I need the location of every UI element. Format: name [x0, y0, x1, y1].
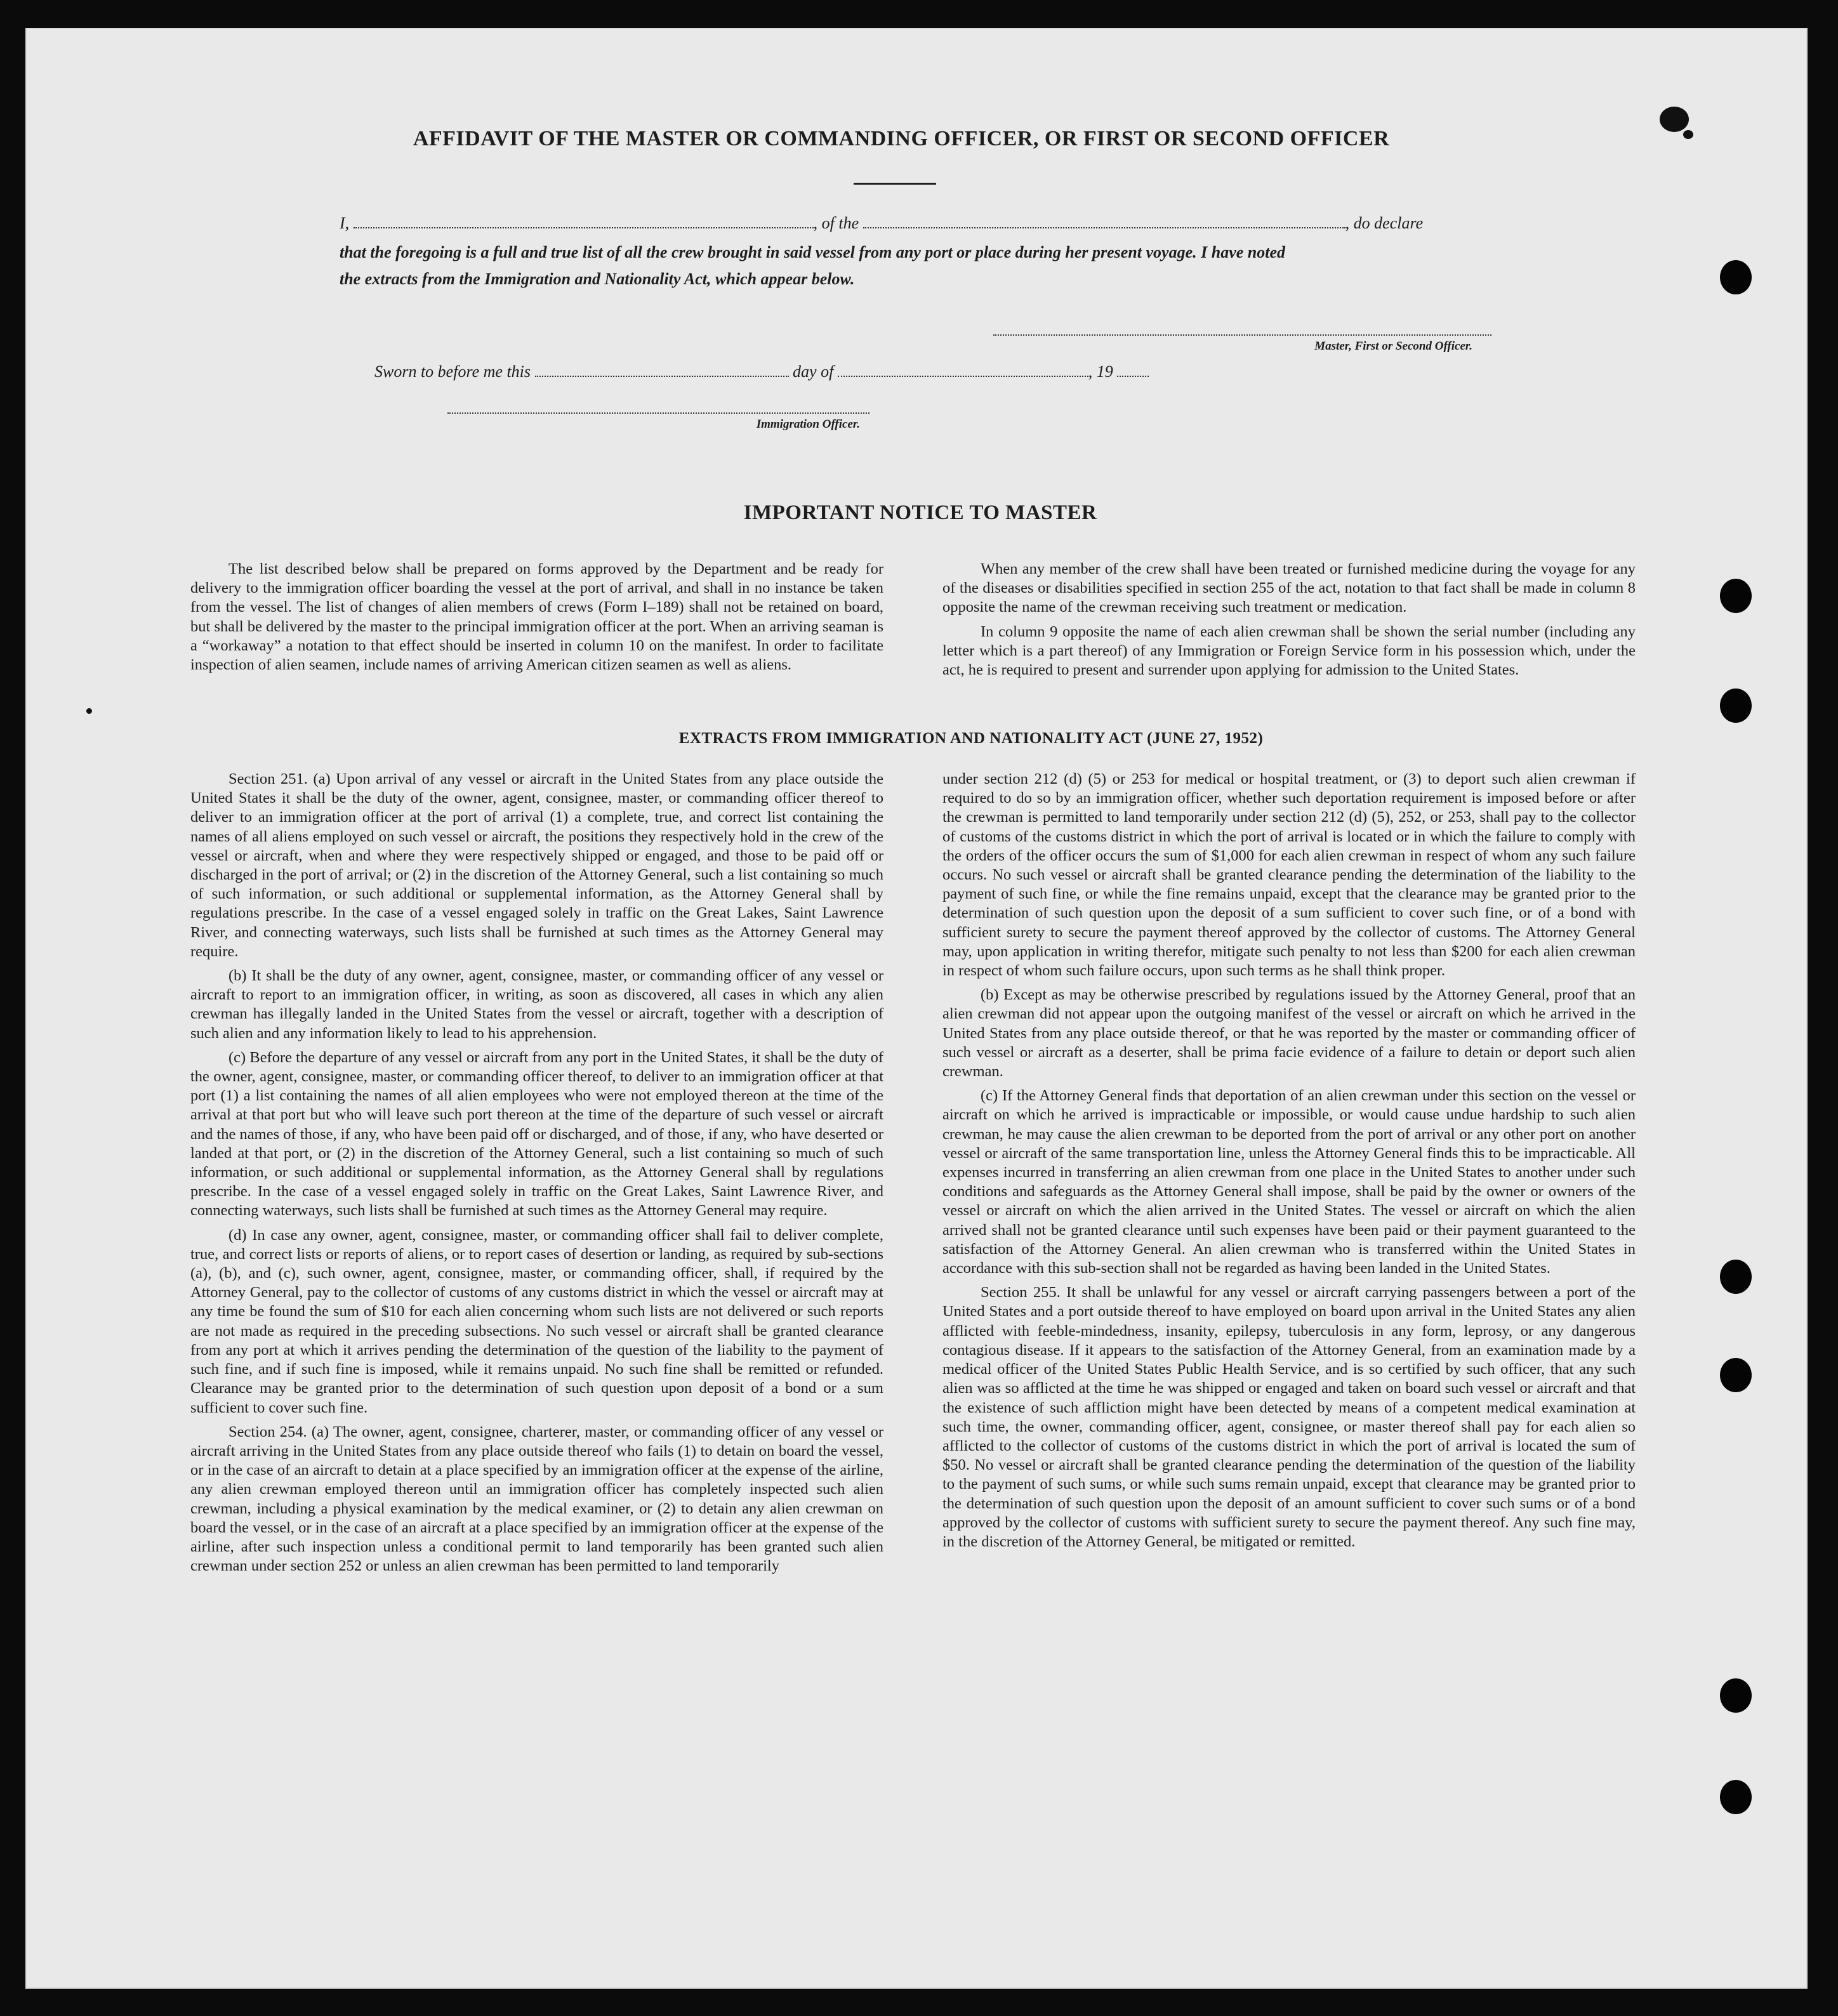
master-signature-line[interactable] [993, 334, 1491, 336]
sworn-day-of: day of [793, 362, 834, 381]
punch-hole [1720, 260, 1752, 294]
notice-paragraph: When any member of the crew shall have been treated or furnished medicine during the voyage for any of the diseases or disabilities specified in section 255 of the act, notation to that fact shall be made in column 8 opposite the name of the crewman receiving such treatment or medication. [942, 560, 1636, 616]
immigration-officer-signature-line[interactable] [447, 412, 869, 414]
punch-hole [1720, 1780, 1752, 1814]
declaration-text-1: that the foregoing is a full and true list of all the crew brought in said vessel from any port or place during her present voyage. I have noted [340, 243, 1286, 261]
sworn-year-prefix: , 19 [1088, 362, 1113, 381]
notice-left-column [190, 560, 883, 680]
declaration-do-declare: , do declare [1345, 214, 1424, 232]
ink-blot [1660, 107, 1689, 132]
declaration-line [340, 213, 1488, 233]
name-field[interactable] [354, 213, 814, 228]
punch-hole [1720, 1358, 1752, 1392]
master-label: Master, First or Second Officer. [1314, 339, 1472, 353]
extracts-title: EXTRACTS FROM IMMIGRATION AND NATIONALITY ACT (JUNE 27, 1952) [678, 730, 1264, 747]
punch-hole [1720, 1260, 1752, 1294]
extracts-left-column [190, 770, 883, 1581]
section-paragraph: Section 251. (a) Upon arrival of any vessel or aircraft in the United States from any place outside the United States it shall be the duty of the owner, agent, consignee, master, or commanding officer thereof to deliver to an immigration officer at the port of arrival (1) a complete, true, and correct list containing the names of all aliens employed on such vessel or aircraft, the positions they respectively hold in the crew of the vessel or aircraft, when and where they were respectively shipped or engaged, and those to be paid off or discharged in the port of arrival; or (2) in the discretion of the Attorney General, such a list containing so much of such information, or such additional or supplemental information, as the Attorney General shall by regulations prescribe. In the case of a vessel engaged solely in traffic on the Great Lakes, Saint Lawrence River, and connecting waterways, such lists shall be furnished at such times as the Attorney General may require. [190, 770, 883, 960]
sworn-prefix: Sworn to before me this [374, 362, 531, 381]
punch-hole [1720, 579, 1752, 613]
notice-title: IMPORTANT NOTICE TO MASTER [743, 501, 1097, 524]
title-underline [854, 183, 936, 185]
section-paragraph: (b) Except as may be otherwise prescribed by regulations issued by the Attorney General, proof that an alien crewman did not appear upon the outgoing manifest of the vessel or aircraft on which he arrived in the United States from any place outside thereof, or that he was reported by the master or commanding officer of such vessel or aircraft as a deserter, shall be prima facie evidence of a failure to detain or deport such alien crewman. [942, 986, 1636, 1081]
sworn-line [374, 362, 1263, 381]
sworn-year-field[interactable] [1117, 362, 1149, 377]
section-paragraph: Section 254. (a) The owner, agent, consignee, charterer, master, or commanding officer of any vessel or aircraft arriving in the United States from any place outside thereof who fails (1) to detain on board the vessel, or in the case of an aircraft to detain at a place specified by an immigration officer at the expense of the airline, any alien crewman employed thereon until an immigration officer has completely inspected such alien crewman, including a physical examination by the medical examiner, or (2) to detain any alien crewman on board the vessel, or in the case of an aircraft at a place specified by an immigration officer at the expense of the airline, after such inspection unless a conditional permit to land temporarily has been granted such alien crewman under section 252 or unless an alien crewman has been permitted to land temporarily [190, 1423, 883, 1575]
notice-right-column [942, 560, 1636, 685]
section-paragraph: (c) If the Attorney General finds that deportation of an alien crewman under this section on the vessel or aircraft on which he arrived is impracticable or impossible, or would cause undue hardship to such alien crewman, he may cause the alien crewman to be deported from the port of arrival or any other port on another vessel or aircraft of the same transportation line, unless the Attorney General finds this to be impracticable. All expenses incurred in transferring an alien crewman from one place in the United States to another under such conditions and safeguards as the Attorney General shall impose, shall be paid by the owner or owners of the vessel or aircraft on which the alien arrived in the United States. The vessel or aircraft on which the alien arrived shall not be granted clearance until such expenses have been paid or their payment guaranteed to the satisfaction of the Attorney General. An alien crewman who is transferred within the United States in accordance with this sub-section shall not be regarded as having been landed in the United States. [942, 1087, 1636, 1277]
section-paragraph: Section 255. It shall be unlawful for any vessel or aircraft carrying passengers between a port of the United States and a port outside thereof to have employed on board upon arrival in the United States any alien afflicted with feeble-mindedness, insanity, epilepsy, tuberculosis in any form, leprosy, or any dangerous contagious disease. If it appears to the satisfaction of the Attorney General, from an examination made by a medical officer of the United States Public Health Service, and is so certified by such officer, that any such alien was so afflicted at the time he was shipped or engaged and taken on board such vessel or aircraft and that the existence of such affliction might have been detected by means of a competent medical examination at such time, the owner, commanding officer, agent, consignee, or master thereof shall pay for each alien so afflicted to the collector of customs of the customs district in which the port of arrival is located the sum of $50. No vessel or aircraft shall be granted clearance pending the determination of the question of the liability to the payment of such sums, or while such sums remain unpaid, except that clearance may be granted prior to the determination of such question upon the deposit of an amount sufficient to cover such sums or of a bond approved by the collector of customs with sufficient surety to secure the payment thereof. Any such fine may, in the discretion of the Attorney General, be mitigated or remitted. [942, 1284, 1636, 1550]
section-paragraph: (c) Before the departure of any vessel or aircraft from any port in the United States, it shall be the duty of the owner, agent, consignee, master, or commanding officer thereof, to deliver to an immigration officer at that port (1) a list containing the names of all alien employees who were not employed thereon at the time of the arrival at that port but who will leave such port thereon at the time of the departure of such vessel or aircraft and the names of those, if any, who have been paid off or discharged, and of those, if any, who have deserted or landed at that port, or (2) in the discretion of the Attorney General, such a list containing so much of such information, or such additional or supplemental information, as the Attorney General shall by regulations prescribe. In the case of a vessel engaged solely in traffic on the Great Lakes, Saint Lawrence River, and connecting waterways, such lists shall be furnished at such times as the Attorney General may require. [190, 1048, 883, 1220]
ink-speck [86, 708, 92, 714]
extracts-right-column [942, 770, 1636, 1557]
declaration-i: I, [340, 214, 350, 232]
punch-hole [1720, 688, 1752, 723]
declaration-text-2: the extracts from the Immigration and Nationality Act, which appear below. [340, 270, 855, 288]
notice-paragraph: The list described below shall be prepared on forms approved by the Department and be ready for delivery to the immigration officer boarding the vessel at the port of arrival, and shall in no instance be taken from the vessel. The list of changes of alien members of crews (Form I–189) shall not be retained on board, but shall be delivered by the master to the principal immigration officer at the port. When an arriving seaman is a “workaway” a notation to that effect should be inserted in column 10 on the manifest. In order to facilitate inspection of alien seamen, include names of arriving American citizen seamen as well as aliens. [190, 560, 883, 674]
vessel-field[interactable] [863, 213, 1345, 228]
section-paragraph: (d) In case any owner, agent, consignee, master, or commanding officer shall fail to deliver complete, true, and correct lists or reports of aliens, or to report cases of desertion or landing, as required by sub-sections (a), (b), and (c), such owner, agent, consignee, master, or commanding officer, shall, if required by the Attorney General, pay to the collector of customs of any customs district in which the vessel or aircraft may at any time be found the sum of $10 for each alien concerning whom such lists are not delivered or such reports are not made as required in the preceding subsections. No such vessel or aircraft shall be granted clearance from any port at which it arrives pending the determination of the question of the liability to the payment of such fine, and if such fine is imposed, while it remains unpaid. No such fine shall be remitted or refunded. Clearance may be granted prior to the determination of such question upon deposit of a bond or a sum sufficient to cover such fine. [190, 1226, 883, 1416]
notice-paragraph: In column 9 opposite the name of each alien crewman shall be shown the serial number (including any letter which is a part thereof) of any Immigration or Foreign Service form in his possession which, under the act, he is required to present and surrender upon applying for admission to the United States. [942, 623, 1636, 679]
ink-blot [1683, 130, 1693, 139]
sworn-month-field[interactable] [838, 362, 1088, 377]
punch-hole [1720, 1678, 1752, 1713]
immigration-officer-label: Immigration Officer. [756, 418, 860, 431]
section-paragraph: under section 212 (d) (5) or 253 for medical or hospital treatment, or (3) to deport such alien crewman if required to do so by an immigration officer, whether such deportation requirement is imposed before or after the crewman is permitted to land temporarily under section 212 (d) (5), 252, or 253, shall pay to the collector of customs of the customs district in which the port of arrival is located or in which the failure to comply with the orders of the officer occurs the sum of $1,000 for each alien crewman in respect of whom any such failure occurs. No such vessel or aircraft shall be granted clearance pending the determination of the liability to the payment of such fine, or while the fine remains unpaid, except that the clearance may be granted prior to the determination of such question upon the deposit of a sum sufficient to cover such fine, or of a bond with sufficient surety to secure the payment thereof approved by the collector of customs. The Attorney General may, upon application in writing therefor, mitigate such penalty to not less than $200 for each alien crewman in respect of whom such failure occurs, upon such terms as he shall think proper. [942, 770, 1636, 980]
affidavit-title: AFFIDAVIT OF THE MASTER OR COMMANDING OFFICER, OR FIRST OR SECOND OFFICER [413, 127, 1390, 150]
declaration-of-the: , of the [813, 214, 859, 232]
section-paragraph: (b) It shall be the duty of any owner, agent, consignee, master, or commanding officer of any vessel or aircraft to report to an immigration officer, in writing, as soon as discovered, all cases in which any alien crewman has illegally landed in the United States from the vessel or aircraft, together with a description of such alien and any information likely to lead to his apprehension. [190, 967, 883, 1042]
sworn-day-field[interactable] [535, 362, 789, 377]
